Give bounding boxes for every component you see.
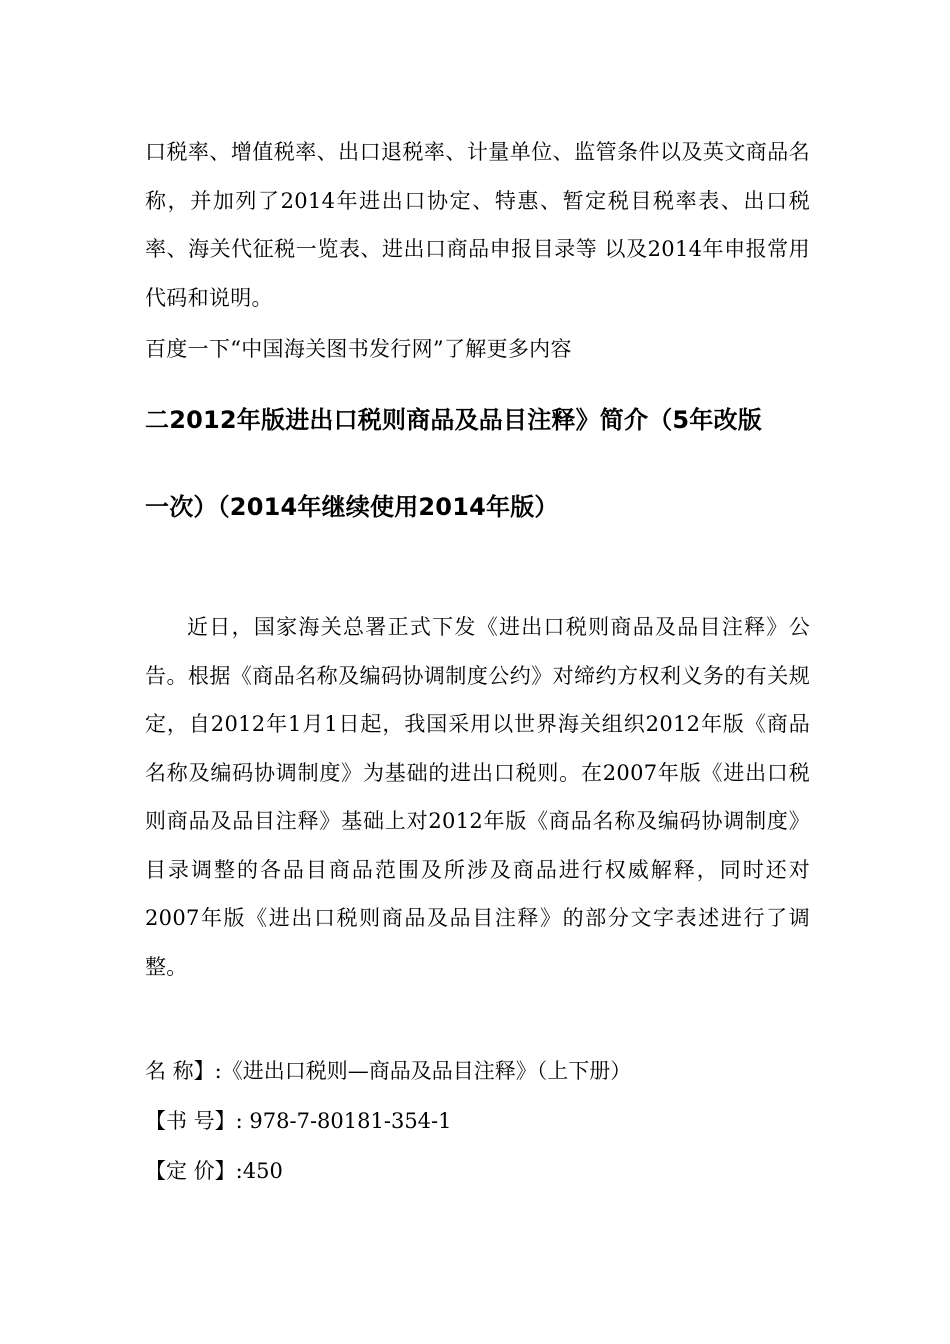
intro-paragraph: 口税率、增值税率、出口退税率、计量单位、监管条件以及英文商品名称，并加列了2014年进出口协定、特惠、暂定税目税率表、出口税率、海关代征税一览表、进出口商品申报目录等 以及2014年申报常用代码和说明。 bbox=[145, 140, 810, 310]
section-heading-line-1: 二2012年版进出口税则商品及品目注释》简介（5年改版 bbox=[145, 406, 762, 434]
section-heading-line-2: 一次）（2014年继续使用2014年版） bbox=[145, 493, 559, 521]
book-price-line: 【定 价】:450 bbox=[145, 1159, 283, 1183]
search-hint-line: 百度一下“中国海关图书发行网”了解更多内容 bbox=[145, 337, 572, 361]
body-paragraph: 近日，国家海关总署正式下发《进出口税则商品及品目注释》公告。根据《商品名称及编码协调制度公约》对缔约方权利义务的有关规定，自2012年1月1日起，我国采用以世界海关组织2012年版《商品名称及编码协调制度》为基础的进出口税则。在2007年版《进出口税则商品及品目注释》基础上对2012年版《商品名称及编码协调制度》目录调整的各品目商品范围及所涉及商品进行权威解释，同时还对2007年版《进出口税则商品及品目注释》的部分文字表述进行了调整。 bbox=[145, 615, 810, 979]
book-name-line: 名 称】:《进出口税则—商品及品目注释》（上下册） bbox=[145, 1059, 632, 1083]
book-isbn-line: 【书 号】: 978-7-80181-354-1 bbox=[145, 1109, 452, 1133]
